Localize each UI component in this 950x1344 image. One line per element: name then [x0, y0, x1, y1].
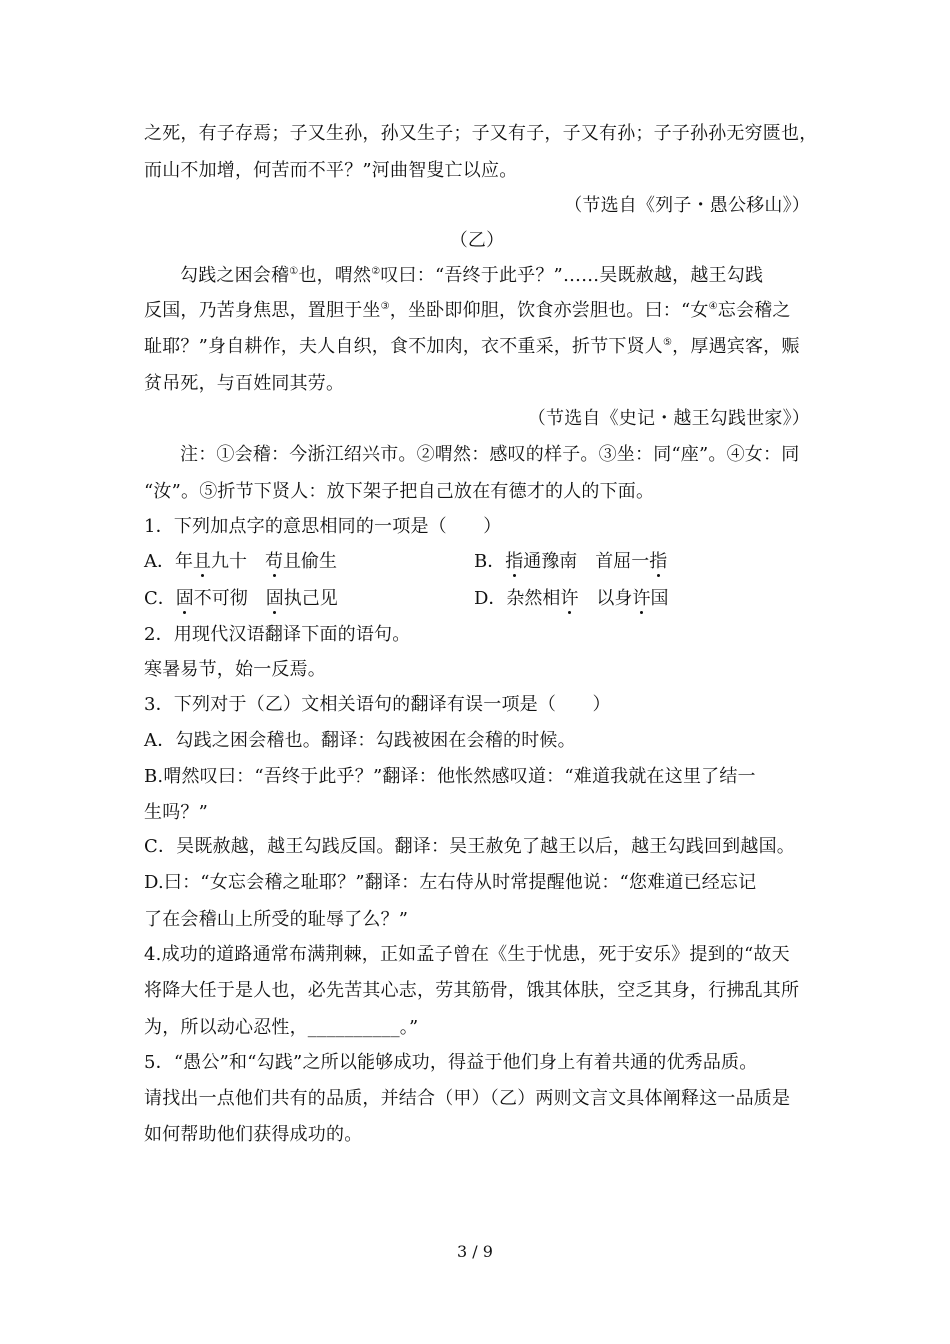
question-5-line: 请找出一点他们共有的品质，并结合（甲）（乙）两则文言文具体阐释这一品质是 — [144, 1088, 791, 1109]
passage-yi-line: 贫吊死，与百姓同其劳。 — [144, 373, 345, 394]
footnote-marker: ② — [371, 266, 381, 277]
text: 且偷生 — [283, 551, 337, 572]
q3-option-b-cont: 生吗？” — [144, 802, 209, 823]
dotted-char: 指 — [505, 551, 524, 572]
notes-line: 注：①会稽：今浙江绍兴市。②喟然：感叹的样子。③坐：同“座”。④女：同 — [180, 444, 800, 465]
dotted-char: 苟 — [265, 551, 283, 572]
passage-yi-heading: （乙） — [449, 230, 505, 251]
passage-yi-source: （节选自《史记・越王勾践世家》） — [527, 408, 810, 429]
footnote-marker: ③ — [380, 301, 390, 312]
text: 忘会稽之 — [717, 300, 791, 321]
passage-yi-line — [180, 264, 810, 288]
q3-option-b: B.喟然叹曰：“吾终于此乎？”翻译：他怅然感叹道：“难道我就在这里了结一 — [144, 766, 756, 787]
dotted-char: 固 — [175, 588, 194, 609]
passage-jia-line: 而山不加增，何苦而不平？”河曲智叟亡以应。 — [144, 160, 518, 181]
passage-yi-line — [144, 299, 810, 323]
passage-yi-line — [144, 335, 810, 359]
footnote-marker: ① — [289, 266, 299, 277]
text: ，厚遇宾客，赈 — [672, 336, 800, 357]
q3-option-d: D.曰：“女忘会稽之耻耶？”翻译：左右侍从时常提醒他说：“您难道已经忘记 — [144, 872, 757, 893]
text: 国 — [650, 588, 669, 609]
passage-jia-line: 之死，有子存焉；子又生孙，孙又生子；子又有子，子又有孙；子子孙孙无穷匮也， — [144, 123, 818, 144]
q1-option-c — [144, 587, 338, 611]
q1-option-d — [474, 587, 668, 611]
dotted-char: 许 — [632, 588, 651, 609]
q3-option-d-cont: 了在会稽山上所受的耻辱了么？” — [144, 909, 409, 930]
text: A．年 — [144, 551, 193, 572]
text: 通豫南 首屈一 — [523, 551, 650, 572]
q3-option-a: A．勾践之困会稽也。翻译：勾践被困在会稽的时候。 — [144, 730, 576, 751]
text: 九十 — [211, 551, 265, 572]
text: C． — [144, 588, 176, 609]
dotted-char: 指 — [649, 551, 668, 572]
passage-jia-source: （节选自《列子・愚公移山》） — [564, 195, 810, 216]
q3-option-c: C．吴既赦越，越王勾践反国。翻译：吴王赦免了越王以后，越王勾践回到越国。 — [144, 836, 795, 857]
question-4-line: 将降大任于是人也，必先苦其心志，劳其筋骨，饿其体肤，空乏其身，行拂乱其所 — [144, 980, 800, 1001]
q1-option-b — [474, 550, 667, 574]
question-2-stem: 2．用现代汉语翻译下面的语句。 — [144, 624, 411, 645]
text: 也，喟然 — [298, 265, 372, 286]
footnote-marker: ④ — [708, 301, 718, 312]
text: ，坐卧即仰胆，饮食亦尝胆也。曰：“女 — [389, 300, 709, 321]
text: 反国，乃苦身焦思，置胆于坐 — [144, 300, 381, 321]
question-1-stem: 1．下列加点字的意思相同的一项是（ ） — [144, 516, 502, 537]
text: 勾践之困会稽 — [180, 265, 290, 286]
question-2-sentence: 寒暑易节，始一反焉。 — [144, 659, 326, 680]
text: B． — [474, 551, 506, 572]
q1-option-a — [144, 550, 337, 574]
question-5-line: 5．“愚公”和“勾践”之所以能够成功，得益于他们身上有着共通的优秀品质。 — [144, 1052, 758, 1073]
text: 叹曰：“吾终于此乎？”……吴既赦越，越王勾践 — [380, 265, 764, 286]
notes-line: “汝”。⑤折节下贤人：放下架子把自己放在有德才的人的下面。 — [144, 481, 655, 502]
question-5-line: 如何帮助他们获得成功的。 — [144, 1124, 363, 1145]
text: 以身 — [578, 588, 633, 609]
question-3-stem: 3．下列对于（乙）文相关语句的翻译有误一项是（ ） — [144, 694, 611, 715]
footnote-marker: ⑤ — [663, 337, 673, 348]
text: D．杂然相 — [474, 588, 561, 609]
question-4-line: 4.成功的道路通常布满荆棘，正如孟子曾在《生于忧患，死于安乐》提到的“故天 — [144, 944, 790, 965]
dotted-char: 许 — [560, 588, 579, 609]
question-4-line: 为，所以动心忍性，__________。” — [144, 1017, 419, 1038]
dotted-char: 且 — [193, 551, 211, 572]
dotted-char: 固 — [265, 588, 284, 609]
text: 耻耶？”身自耕作，夫人自织，食不加肉，衣不重采，折节下贤人 — [144, 336, 663, 357]
text: 执己见 — [283, 588, 338, 609]
page-number: 3 / 9 — [457, 1242, 493, 1261]
text: 不可彻 — [193, 588, 266, 609]
